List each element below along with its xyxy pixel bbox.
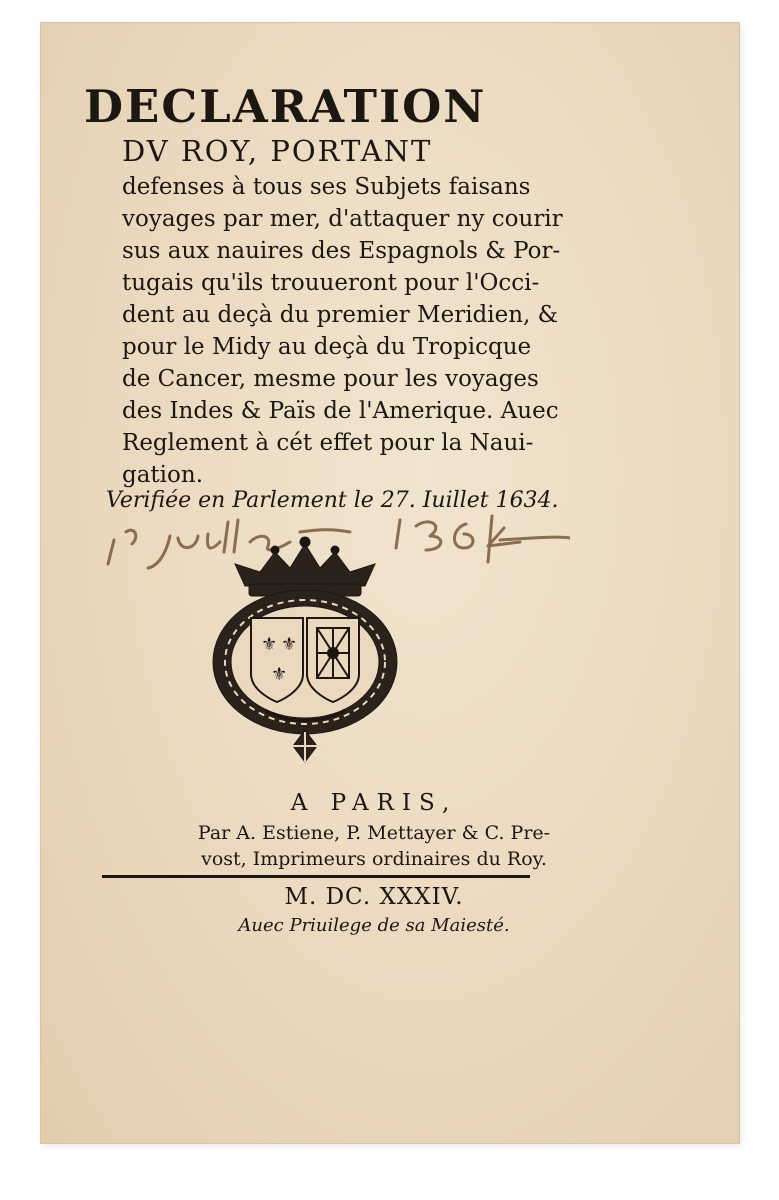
svg-text:⚜: ⚜: [261, 634, 278, 655]
body-line-6: pour le Midy au deçà du Tropicque: [122, 334, 532, 360]
imprint-printers-line-2: vost, Imprimeurs ordinaires du Roy.: [201, 848, 547, 870]
body-line-8: des Indes & Païs de l'Amerique. Auec: [122, 398, 559, 424]
imprint-printers-line-1: Par A. Estiene, P. Mettayer & C. Pre-: [197, 822, 551, 844]
svg-text:⚜: ⚜: [281, 634, 298, 655]
document-page: [40, 22, 740, 1144]
body-line-4: tugais qu'ils trouueront pour l'Occi-: [122, 270, 540, 296]
body-line-3: sus aux nauires des Espagnols & Por-: [122, 238, 561, 264]
body-line-1: defenses à tous ses Subjets faisans: [122, 174, 531, 200]
imprint-city: A PARIS,: [290, 790, 458, 816]
royal-arms-emblem: [205, 534, 405, 774]
body-line-5: dent au deçà du premier Meridien, &: [122, 302, 559, 328]
document-title: DECLARATION: [84, 80, 487, 133]
document-subtitle: DV ROY, PORTANT: [122, 134, 433, 168]
imprint-privilege: Auec Priuilege de sa Maiesté.: [238, 915, 510, 936]
body-line-2: voyages par mer, d'attaquer ny courir: [122, 206, 563, 232]
body-line-9: Reglement à cét effet pour la Naui-: [122, 430, 534, 456]
body-line-7: de Cancer, mesme pour les voyages: [122, 366, 539, 392]
imprint-year: M. DC. XXXIV.: [284, 884, 464, 910]
body-line-10: gation.: [122, 462, 204, 488]
divider-rule: [102, 875, 530, 878]
svg-text:⚜: ⚜: [271, 664, 288, 685]
verification-line: Verifiée en Parlement le 27. Iuillet 1634.: [106, 488, 559, 513]
